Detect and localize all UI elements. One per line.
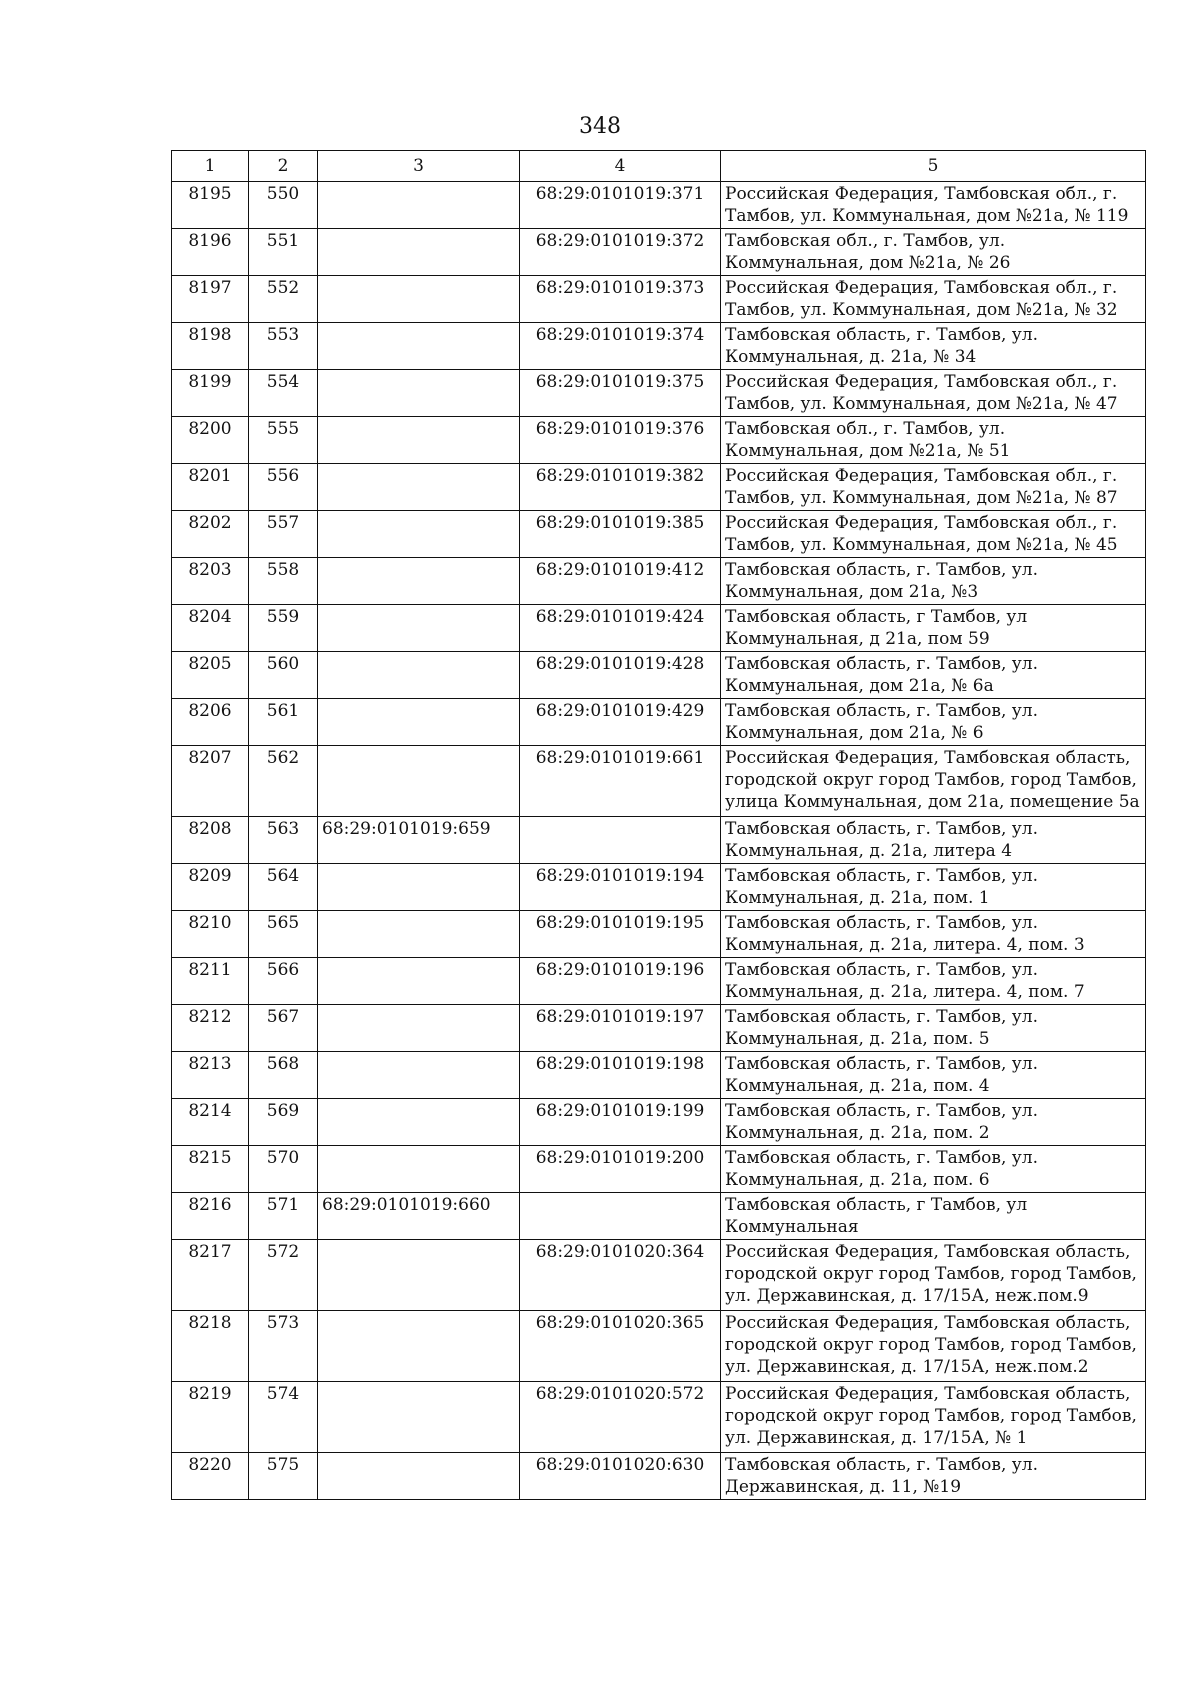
table-row xyxy=(172,417,1146,464)
address-cell: Тамбовская область, г. Тамбов, ул. Коммунальная, дом 21а, № 6а xyxy=(721,652,1146,699)
address-cell: Тамбовская область, г Тамбов, ул Коммунальная xyxy=(721,1193,1146,1240)
sequence-cell: 564 xyxy=(249,864,318,911)
cadastral-number-cell xyxy=(318,911,520,958)
cadastral-number-cell xyxy=(318,958,520,1005)
address-cell: Тамбовская область, г. Тамбов, ул. Коммунальная, д. 21а, литера 4 xyxy=(721,817,1146,864)
row-number-cell: 8213 xyxy=(172,1052,249,1099)
cadastral-premises-cell: 68:29:0101019:661 xyxy=(520,746,721,817)
table-row xyxy=(172,464,1146,511)
cadastral-number-cell xyxy=(318,1382,520,1453)
row-number-cell: 8209 xyxy=(172,864,249,911)
cadastral-premises-cell: 68:29:0101019:195 xyxy=(520,911,721,958)
table-row xyxy=(172,370,1146,417)
sequence-cell: 565 xyxy=(249,911,318,958)
row-number-cell: 8216 xyxy=(172,1193,249,1240)
address-cell: Тамбовская область, г. Тамбов, ул. Коммунальная, дом 21а, №3 xyxy=(721,558,1146,605)
column-header: 3 xyxy=(318,151,520,182)
cadastral-number-cell xyxy=(318,605,520,652)
cadastral-premises-cell: 68:29:0101019:197 xyxy=(520,1005,721,1052)
address-cell: Российская Федерация, Тамбовская обл., г. Тамбов, ул. Коммунальная, дом №21а, № 45 xyxy=(721,511,1146,558)
cadastral-number-cell xyxy=(318,370,520,417)
row-number-cell: 8210 xyxy=(172,911,249,958)
cadastral-number-cell xyxy=(318,1052,520,1099)
header-row xyxy=(172,151,1146,182)
row-number-cell: 8204 xyxy=(172,605,249,652)
sequence-cell: 570 xyxy=(249,1146,318,1193)
address-cell: Российская Федерация, Тамбовская область, городской округ город Тамбов, город Тамбов, улица Коммунальная, дом 21а, помещение 5а xyxy=(721,746,1146,817)
cadastral-premises-cell: 68:29:0101019:428 xyxy=(520,652,721,699)
sequence-cell: 556 xyxy=(249,464,318,511)
row-number-cell: 8214 xyxy=(172,1099,249,1146)
cadastral-number-cell xyxy=(318,652,520,699)
sequence-cell: 553 xyxy=(249,323,318,370)
table-row xyxy=(172,652,1146,699)
row-number-cell: 8212 xyxy=(172,1005,249,1052)
address-cell: Тамбовская обл., г. Тамбов, ул. Коммунальная, дом №21а, № 26 xyxy=(721,229,1146,276)
cadastral-premises-cell: 68:29:0101019:424 xyxy=(520,605,721,652)
sequence-cell: 550 xyxy=(249,182,318,229)
row-number-cell: 8197 xyxy=(172,276,249,323)
address-cell: Российская Федерация, Тамбовская обл., г. Тамбов, ул. Коммунальная, дом №21а, № 87 xyxy=(721,464,1146,511)
address-cell: Тамбовская область, г. Тамбов, ул. Коммунальная, д. 21а, пом. 1 xyxy=(721,864,1146,911)
cadastral-number-cell xyxy=(318,511,520,558)
cadastral-number-cell xyxy=(318,276,520,323)
cadastral-number-cell xyxy=(318,558,520,605)
cadastral-number-cell xyxy=(318,1240,520,1311)
cadastral-premises-cell: 68:29:0101019:371 xyxy=(520,182,721,229)
sequence-cell: 572 xyxy=(249,1240,318,1311)
cadastral-premises-cell: 68:29:0101019:199 xyxy=(520,1099,721,1146)
address-cell: Российская Федерация, Тамбовская область, городской округ город Тамбов, город Тамбов, ул. Державинская, д. 17/15А, неж.пом.9 xyxy=(721,1240,1146,1311)
cadastral-premises-cell: 68:29:0101019:198 xyxy=(520,1052,721,1099)
sequence-cell: 558 xyxy=(249,558,318,605)
sequence-cell: 552 xyxy=(249,276,318,323)
cadastral-premises-cell: 68:29:0101019:373 xyxy=(520,276,721,323)
sequence-cell: 560 xyxy=(249,652,318,699)
cadastral-premises-cell: 68:29:0101019:429 xyxy=(520,699,721,746)
sequence-cell: 554 xyxy=(249,370,318,417)
cadastral-premises-cell: 68:29:0101020:572 xyxy=(520,1382,721,1453)
row-number-cell: 8201 xyxy=(172,464,249,511)
cadastral-number-cell xyxy=(318,464,520,511)
cadastral-premises-cell: 68:29:0101020:365 xyxy=(520,1311,721,1382)
row-number-cell: 8200 xyxy=(172,417,249,464)
cadastral-premises-cell: 68:29:0101019:374 xyxy=(520,323,721,370)
sequence-cell: 575 xyxy=(249,1453,318,1500)
table-row xyxy=(172,699,1146,746)
table-row xyxy=(172,1005,1146,1052)
row-number-cell: 8218 xyxy=(172,1311,249,1382)
row-number-cell: 8208 xyxy=(172,817,249,864)
cadastral-premises-cell xyxy=(520,1193,721,1240)
table-row xyxy=(172,1146,1146,1193)
table-row xyxy=(172,1453,1146,1500)
address-cell: Тамбовская область, г. Тамбов, ул. Коммунальная, д. 21а, литера. 4, пом. 3 xyxy=(721,911,1146,958)
cadastral-number-cell xyxy=(318,229,520,276)
table-row xyxy=(172,1240,1146,1311)
column-header: 5 xyxy=(721,151,1146,182)
table-row xyxy=(172,323,1146,370)
table-row xyxy=(172,817,1146,864)
column-header: 2 xyxy=(249,151,318,182)
sequence-cell: 562 xyxy=(249,746,318,817)
row-number-cell: 8198 xyxy=(172,323,249,370)
cadastral-number-cell xyxy=(318,417,520,464)
cadastral-number-cell xyxy=(318,1099,520,1146)
address-cell: Тамбовская область, г. Тамбов, ул. Коммунальная, д. 21а, пом. 2 xyxy=(721,1099,1146,1146)
sequence-cell: 574 xyxy=(249,1382,318,1453)
sequence-cell: 551 xyxy=(249,229,318,276)
row-number-cell: 8217 xyxy=(172,1240,249,1311)
address-cell: Тамбовская область, г. Тамбов, ул. Коммунальная, д. 21а, № 34 xyxy=(721,323,1146,370)
cadastral-premises-cell: 68:29:0101019:372 xyxy=(520,229,721,276)
cadastral-premises-cell: 68:29:0101019:382 xyxy=(520,464,721,511)
cadastral-number-cell xyxy=(318,1005,520,1052)
table-row xyxy=(172,1382,1146,1453)
row-number-cell: 8196 xyxy=(172,229,249,276)
table-row xyxy=(172,1099,1146,1146)
cadastral-premises-cell xyxy=(520,817,721,864)
registry-table xyxy=(171,150,1146,1500)
row-number-cell: 8195 xyxy=(172,182,249,229)
table-row xyxy=(172,746,1146,817)
address-cell: Российская Федерация, Тамбовская область, городской округ город Тамбов, город Тамбов, ул. Державинская, д. 17/15А, № 1 xyxy=(721,1382,1146,1453)
address-cell: Российская Федерация, Тамбовская область, городской округ город Тамбов, город Тамбов, ул. Державинская, д. 17/15А, неж.пом.2 xyxy=(721,1311,1146,1382)
cadastral-number-cell xyxy=(318,746,520,817)
table-body xyxy=(172,182,1146,1500)
column-header: 1 xyxy=(172,151,249,182)
table-row xyxy=(172,1052,1146,1099)
cadastral-premises-cell: 68:29:0101019:200 xyxy=(520,1146,721,1193)
table-row xyxy=(172,511,1146,558)
row-number-cell: 8211 xyxy=(172,958,249,1005)
address-cell: Тамбовская обл., г. Тамбов, ул. Коммунальная, дом №21а, № 51 xyxy=(721,417,1146,464)
table-row xyxy=(172,1193,1146,1240)
row-number-cell: 8202 xyxy=(172,511,249,558)
table-row xyxy=(172,958,1146,1005)
sequence-cell: 559 xyxy=(249,605,318,652)
table-row xyxy=(172,182,1146,229)
address-cell: Тамбовская область, г. Тамбов, ул. Коммунальная, д. 21а, пом. 6 xyxy=(721,1146,1146,1193)
sequence-cell: 566 xyxy=(249,958,318,1005)
sequence-cell: 561 xyxy=(249,699,318,746)
cadastral-number-cell: 68:29:0101019:660 xyxy=(318,1193,520,1240)
sequence-cell: 569 xyxy=(249,1099,318,1146)
cadastral-premises-cell: 68:29:0101019:375 xyxy=(520,370,721,417)
cadastral-premises-cell: 68:29:0101019:385 xyxy=(520,511,721,558)
cadastral-premises-cell: 68:29:0101019:196 xyxy=(520,958,721,1005)
cadastral-number-cell: 68:29:0101019:659 xyxy=(318,817,520,864)
cadastral-premises-cell: 68:29:0101019:194 xyxy=(520,864,721,911)
cadastral-premises-cell: 68:29:0101020:630 xyxy=(520,1453,721,1500)
cadastral-number-cell xyxy=(318,1453,520,1500)
address-cell: Тамбовская область, г. Тамбов, ул. Коммунальная, д. 21а, литера. 4, пом. 7 xyxy=(721,958,1146,1005)
sequence-cell: 563 xyxy=(249,817,318,864)
address-cell: Тамбовская область, г. Тамбов, ул. Коммунальная, д. 21а, пом. 4 xyxy=(721,1052,1146,1099)
address-cell: Тамбовская область, г. Тамбов, ул. Коммунальная, д. 21а, пом. 5 xyxy=(721,1005,1146,1052)
cadastral-number-cell xyxy=(318,864,520,911)
sequence-cell: 573 xyxy=(249,1311,318,1382)
row-number-cell: 8207 xyxy=(172,746,249,817)
table-row xyxy=(172,605,1146,652)
table-row xyxy=(172,1311,1146,1382)
sequence-cell: 567 xyxy=(249,1005,318,1052)
table-header xyxy=(172,151,1146,182)
sequence-cell: 555 xyxy=(249,417,318,464)
row-number-cell: 8203 xyxy=(172,558,249,605)
cadastral-premises-cell: 68:29:0101020:364 xyxy=(520,1240,721,1311)
page-number: 348 xyxy=(579,114,621,139)
row-number-cell: 8206 xyxy=(172,699,249,746)
cadastral-number-cell xyxy=(318,1311,520,1382)
table-row xyxy=(172,911,1146,958)
row-number-cell: 8220 xyxy=(172,1453,249,1500)
cadastral-number-cell xyxy=(318,699,520,746)
address-cell: Тамбовская область, г Тамбов, ул Коммунальная, д 21а, пом 59 xyxy=(721,605,1146,652)
cadastral-premises-cell: 68:29:0101019:412 xyxy=(520,558,721,605)
cadastral-number-cell xyxy=(318,1146,520,1193)
address-cell: Российская Федерация, Тамбовская обл., г. Тамбов, ул. Коммунальная, дом №21а, № 47 xyxy=(721,370,1146,417)
cadastral-number-cell xyxy=(318,323,520,370)
row-number-cell: 8219 xyxy=(172,1382,249,1453)
row-number-cell: 8215 xyxy=(172,1146,249,1193)
address-cell: Тамбовская область, г. Тамбов, ул. Державинская, д. 11, №19 xyxy=(721,1453,1146,1500)
cadastral-premises-cell: 68:29:0101019:376 xyxy=(520,417,721,464)
address-cell: Российская Федерация, Тамбовская обл., г. Тамбов, ул. Коммунальная, дом №21а, № 32 xyxy=(721,276,1146,323)
table-row xyxy=(172,864,1146,911)
address-cell: Российская Федерация, Тамбовская обл., г. Тамбов, ул. Коммунальная, дом №21а, № 119 xyxy=(721,182,1146,229)
column-header: 4 xyxy=(520,151,721,182)
sequence-cell: 571 xyxy=(249,1193,318,1240)
table-row xyxy=(172,558,1146,605)
table-row xyxy=(172,276,1146,323)
cadastral-number-cell xyxy=(318,182,520,229)
row-number-cell: 8199 xyxy=(172,370,249,417)
sequence-cell: 568 xyxy=(249,1052,318,1099)
address-cell: Тамбовская область, г. Тамбов, ул. Коммунальная, дом 21а, № 6 xyxy=(721,699,1146,746)
table-row xyxy=(172,229,1146,276)
row-number-cell: 8205 xyxy=(172,652,249,699)
sequence-cell: 557 xyxy=(249,511,318,558)
